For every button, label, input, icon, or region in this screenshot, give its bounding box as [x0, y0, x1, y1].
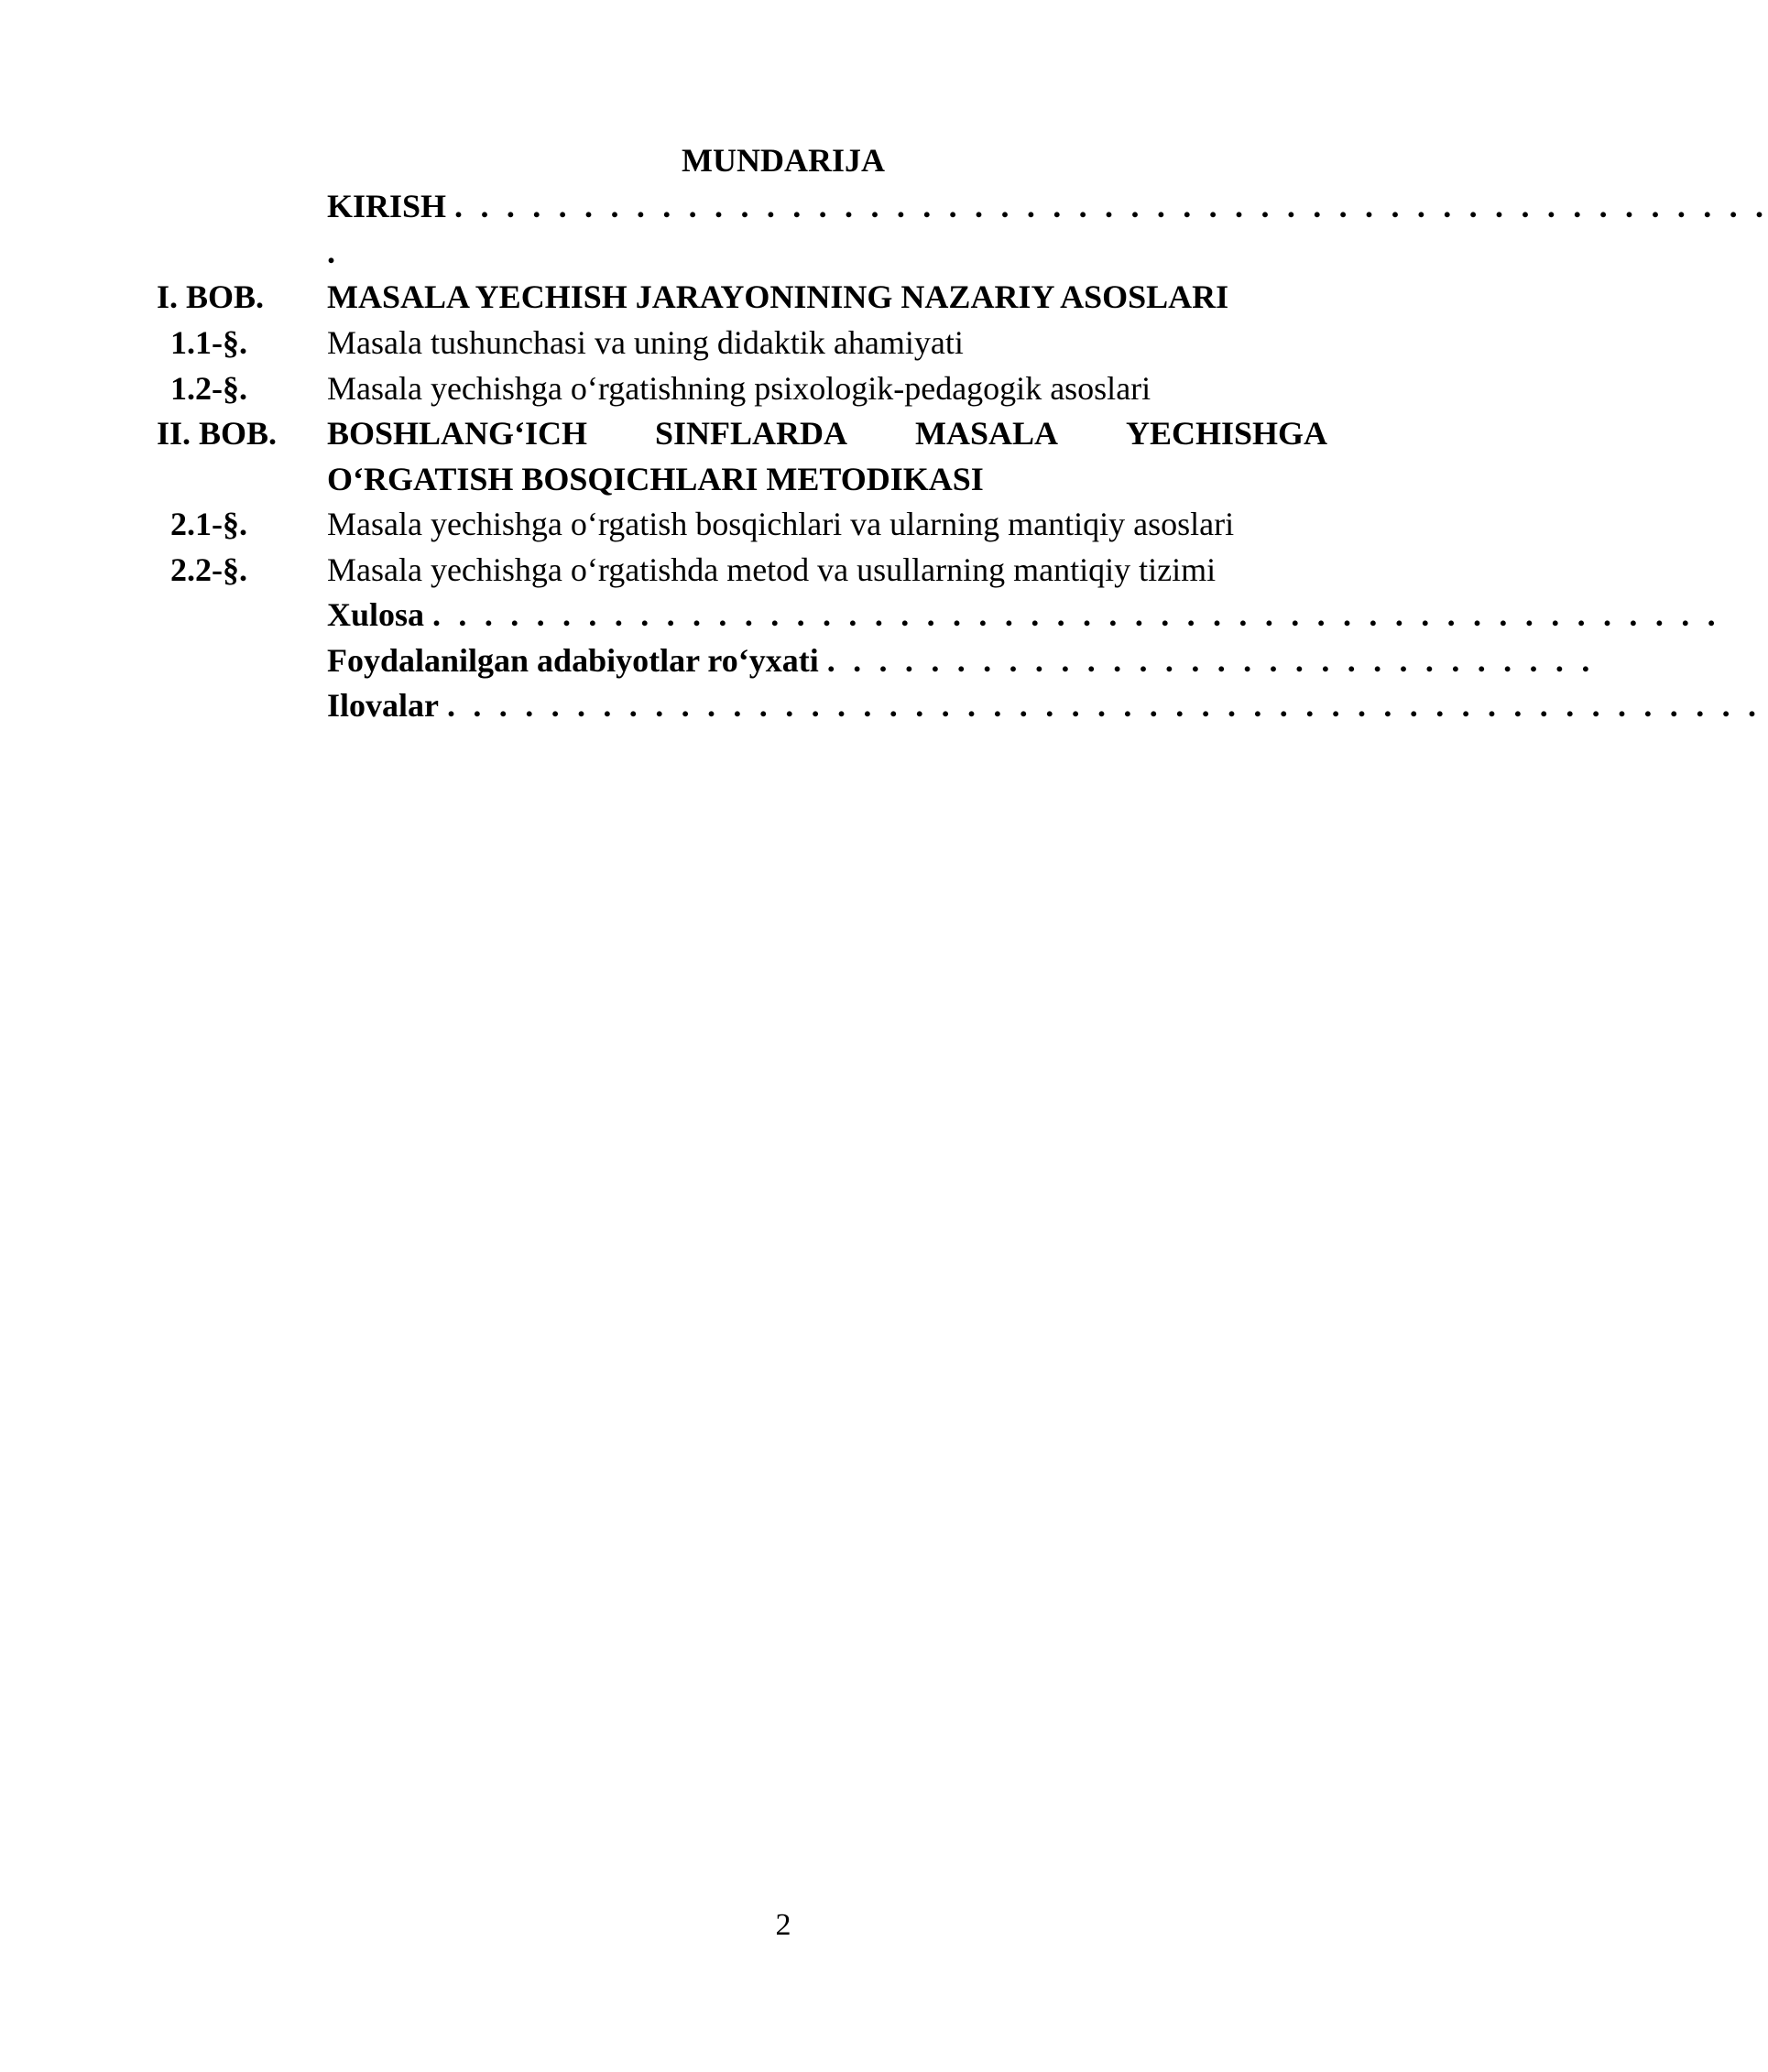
toc-entry-section-2-2[interactable] — [0, 549, 1466, 594]
toc-entry-label: Xulosa . . . . . . . . . . . . . . . . . . . . . . . . . . . . . . . . . . . . . . . . . . . . . . . . . . — [327, 596, 1720, 633]
chapter-number: I. BOB. — [157, 278, 265, 315]
section-title: Masala tushunchasi va uning didaktik ahamiyati — [327, 324, 964, 361]
toc-entry-label: Ilovalar . . . . . . . . . . . . . . . . . . . . . . . . . . . . . . . . . . . . . . . . . . . . . . . . . . . — [327, 687, 1762, 724]
toc-entry-chapter-2-line-2 — [0, 458, 1466, 504]
chapter-title-line-1: BOSHLANG‘ICH SINFLARDA MASALA YECHISHGA — [327, 415, 1327, 452]
section-number: 1.1-§. — [170, 324, 247, 361]
page-number: 2 — [775, 1908, 791, 1942]
toc-entry-chapter-1[interactable] — [0, 276, 1466, 322]
toc-entry-section-1-2[interactable] — [0, 367, 1466, 413]
section-number: 2.1-§. — [170, 506, 247, 542]
toc-entry-section-2-1[interactable] — [0, 503, 1466, 549]
leader-dots: . . . . . . . . . . . . . . . . . . . . . . . . . . . . . . — [826, 642, 1595, 679]
toc-entry-label: KIRISH . . . . . . . . . . . . . . . . . . . . . . . . . . . . . . . . . . . . . . . . . . . . . . . . . . . — [327, 188, 1768, 224]
section-title: Masala yechishga o‘rgatishda metod va usullarning mantiqiy tizimi — [327, 551, 1217, 588]
chapter-number: II. BOB. — [157, 415, 278, 452]
toc-entry-kirish[interactable] — [0, 185, 1768, 231]
toc-entry-ilovalar[interactable] — [0, 684, 1762, 730]
toc-entry-section-1-1[interactable] — [0, 322, 1466, 367]
leader-dots: . . . . . . . . . . . . . . . . . . . . . . . . . . . . . . . . . . . . . . . . . . . . . . . . . . . — [447, 687, 1762, 724]
section-number: 1.2-§. — [170, 370, 247, 407]
chapter-title: MASALA YECHISH JARAYONINING NAZARIY ASOSLARI — [327, 278, 1229, 315]
leader-dots: . . . . . . . . . . . . . . . . . . . . . . . . . . . . . . . . . . . . . . . . . . . . . . . . . . — [432, 596, 1720, 633]
toc-entry-chapter-2[interactable] — [0, 412, 1466, 458]
section-title: Masala yechishga o‘rgatishning psixologik-pedagogik asoslari — [327, 370, 1151, 407]
toc-entry-xulosa[interactable] — [0, 594, 1720, 639]
toc-entry-kirish-wrap — [0, 231, 1466, 277]
toc-entry-label: Foydalanilgan adabiyotlar ro‘yxati . . . . . . . . . . . . . . . . . . . . . . . . . . . . . . — [327, 642, 1595, 679]
page-title: MUNDARIJA — [682, 142, 885, 179]
leader-dots-wrap: . — [327, 234, 335, 270]
section-title: Masala yechishga o‘rgatish bosqichlari va ularning mantiqiy asoslari — [327, 506, 1235, 542]
leader-dots: . . . . . . . . . . . . . . . . . . . . . . . . . . . . . . . . . . . . . . . . . . . . . . . . . . . — [454, 188, 1768, 224]
chapter-title-line-2: O‘RGATISH BOSQICHLARI METODIKASI — [327, 461, 984, 497]
toc-entry-adabiyotlar[interactable] — [0, 639, 1595, 685]
section-number: 2.2-§. — [170, 551, 247, 588]
